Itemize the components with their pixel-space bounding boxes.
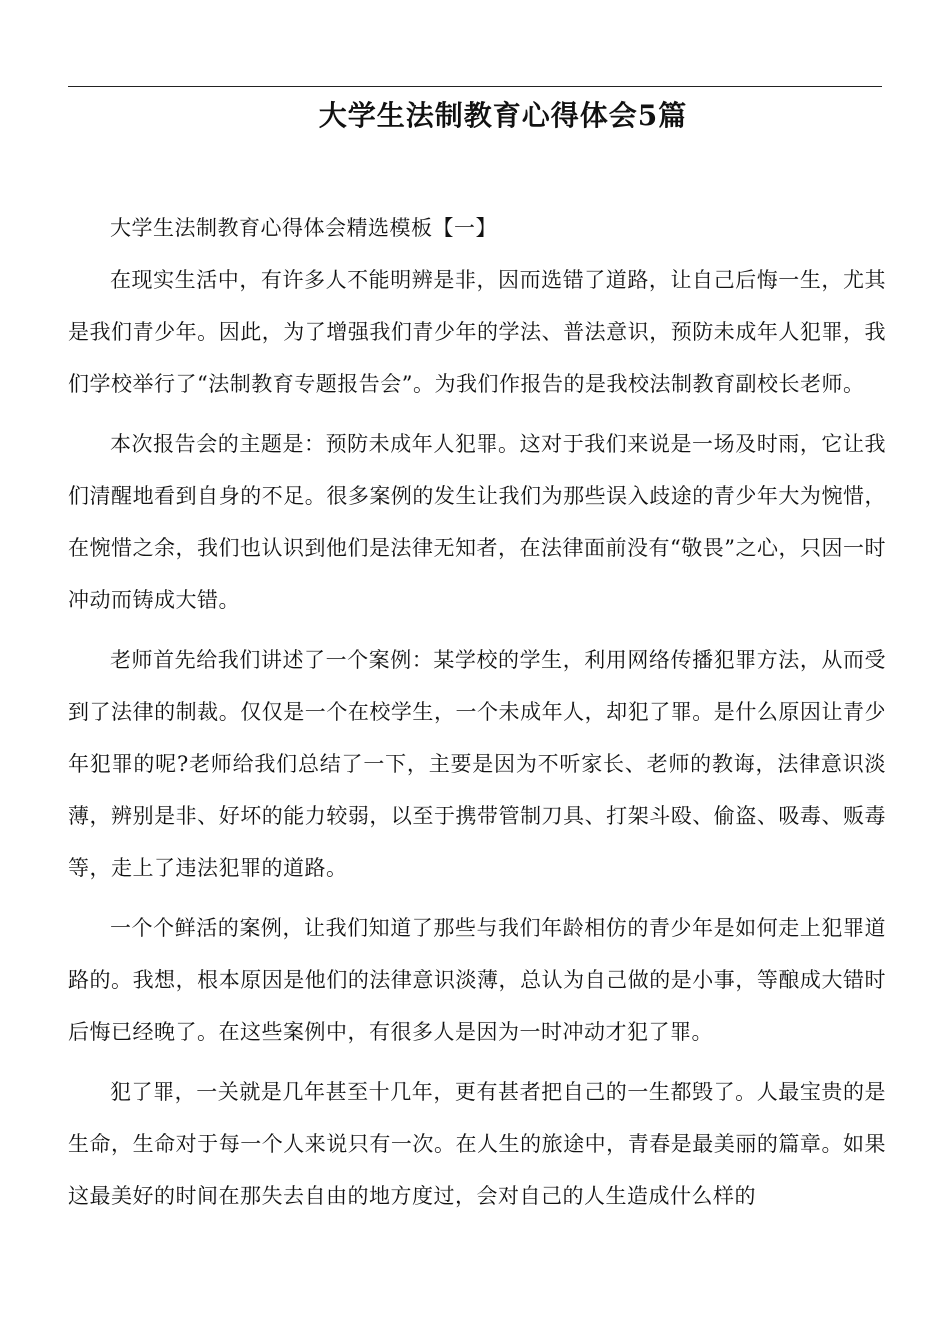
paragraph: 老师首先给我们讲述了一个案例：某学校的学生，利用网络传播犯罪方法，从而受到了法律的制裁。仅仅是一个在校学生，一个未成年人，却犯了罪。是什么原因让青少年犯罪的呢?老师给我们总结了一下，主要是因为不听家长、老师的教诲，法律意识淡薄，辨别是非、好坏的能力较弱，以至于携带管制刀具、打架斗殴、偷盗、吸毒、贩毒等，走上了违法犯罪的道路。 xyxy=(68,648,886,880)
paragraph: 本次报告会的主题是：预防未成年人犯罪。这对于我们来说是一场及时雨，它让我们清醒地看到自身的不足。很多案例的发生让我们为那些误入歧途的青少年大为惋惜，在惋惜之余，我们也认识到他们是法律无知者，在法律面前没有“敬畏”之心，只因一时冲动而铸成大错。 xyxy=(68,432,886,612)
document-body xyxy=(68,202,886,1230)
paragraph: 在现实生活中，有许多人不能明辨是非，因而选错了道路，让自己后悔一生，尤其是我们青少年。因此，为了增强我们青少年的学法、普法意识，预防未成年人犯罪，我们学校举行了“法制教育专题报告会”。为我们作报告的是我校法制教育副校长老师。 xyxy=(68,268,886,396)
paragraph: 一个个鲜活的案例，让我们知道了那些与我们年龄相仿的青少年是如何走上犯罪道路的。我想，根本原因是他们的法律意识淡薄，总认为自己做的是小事，等酿成大错时后悔已经晚了。在这些案例中，有很多人是因为一时冲动才犯了罪。 xyxy=(68,916,886,1044)
paragraph: 犯了罪，一关就是几年甚至十几年，更有甚者把自己的一生都毁了。人最宝贵的是生命，生命对于每一个人来说只有一次。在人生的旅途中，青春是最美丽的篇章。如果这最美好的时间在那失去自由的地方度过，会对自己的人生造成什么样的 xyxy=(68,1080,886,1208)
document-title: 大学生法制教育心得体会5篇 xyxy=(318,99,688,132)
header-rule xyxy=(68,86,882,87)
section-heading: 大学生法制教育心得体会精选模板【一】 xyxy=(110,216,497,240)
